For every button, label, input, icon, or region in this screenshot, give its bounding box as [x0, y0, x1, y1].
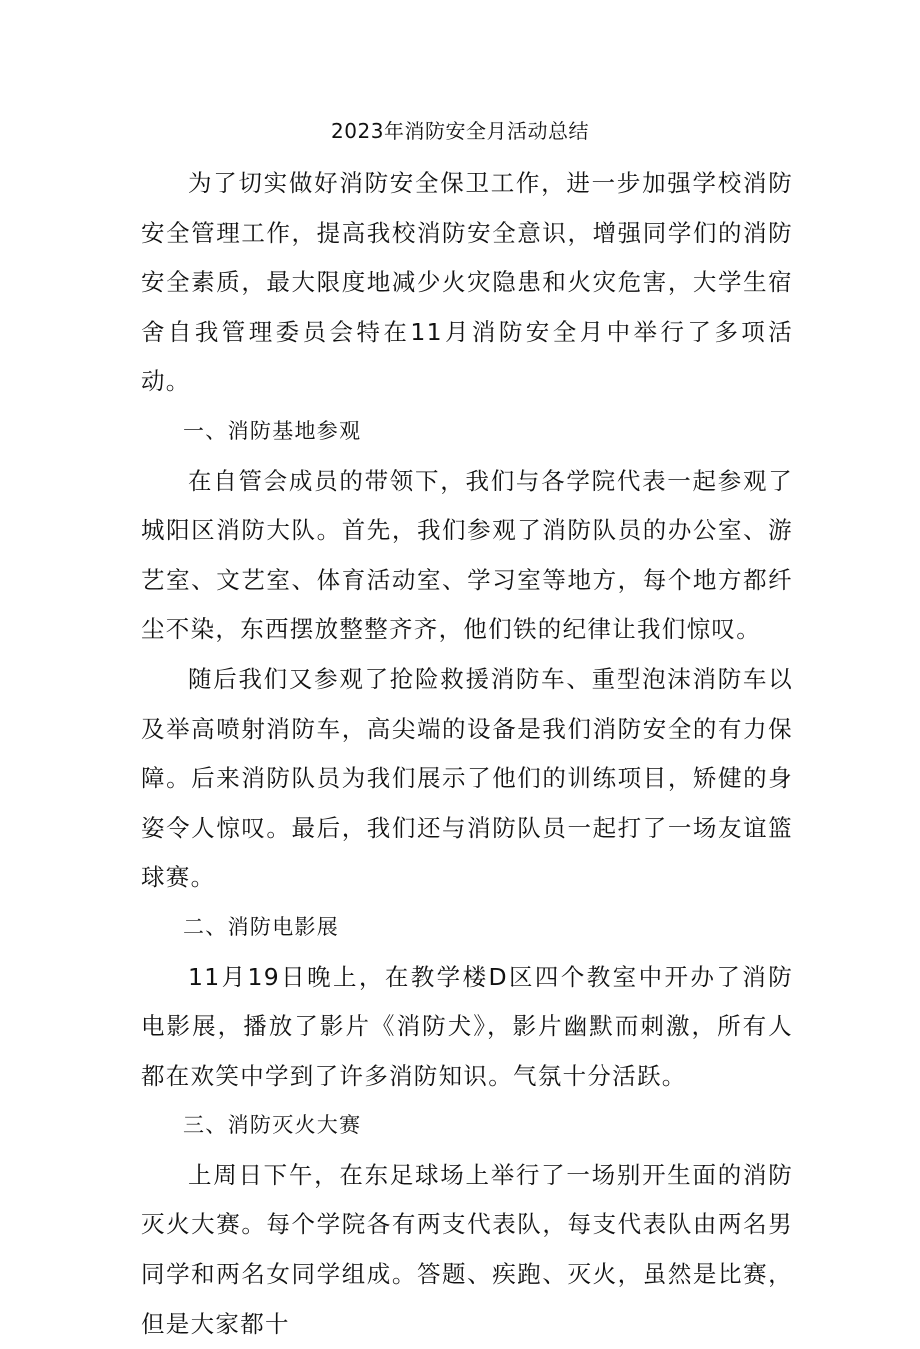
document-title: 2023年消防安全月活动总结: [331, 119, 589, 143]
document-body: [141, 159, 793, 1349]
section-heading-3: 三、消防灭火大赛: [183, 1113, 362, 1138]
section-heading-1: 一、消防基地参观: [183, 418, 362, 443]
intro-paragraph: 为了切实做好消防安全保卫工作，进一步加强学校消防安全管理工作，提高我校消防安全意识，增强同学们的消防安全素质，最大限度地减少火灾隐患和火灾危害，大学生宿舍自我管理委员会特在11月消防安全月中举行了多项活动。: [141, 169, 793, 396]
section-1-paragraph-1: 在自管会成员的带领下，我们与各学院代表一起参观了城阳区消防大队。首先，我们参观了消防队员的办公室、游艺室、文艺室、体育活动室、学习室等地方，每个地方都纤尘不染，东西摆放整整齐齐，他们铁的纪律让我们惊叹。: [141, 466, 793, 644]
section-heading-2: 二、消防电影展: [183, 914, 340, 939]
section-2-paragraph: 11月19日晚上，在教学楼D区四个教室中开办了消防电影展，播放了影片《消防犬》，影片幽默而刺激，所有人都在欢笑中学到了许多消防知识。气氛十分活跃。: [141, 962, 793, 1090]
section-3-paragraph: 上周日下午，在东足球场上举行了一场别开生面的消防灭火大赛。每个学院各有两支代表队，每支代表队由两名男同学和两名女同学组成。答题、疾跑、灭火，虽然是比赛，但是大家都十: [141, 1160, 793, 1338]
section-1-paragraph-2: 随后我们又参观了抢险救援消防车、重型泡沫消防车以及举高喷射消防车，高尖端的设备是我们消防安全的有力保障。后来消防队员为我们展示了他们的训练项目，矫健的身姿令人惊叹。最后，我们还与消防队员一起打了一场友谊篮球赛。: [141, 664, 793, 892]
